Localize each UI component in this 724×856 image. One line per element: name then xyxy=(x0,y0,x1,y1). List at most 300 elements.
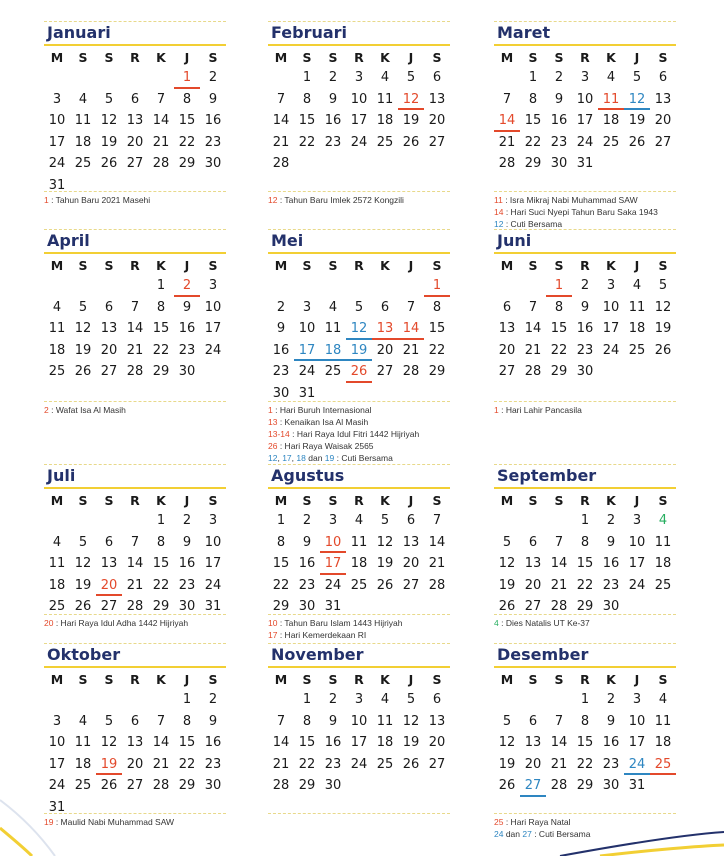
weekday-label: R xyxy=(354,257,364,273)
weekday-label: J xyxy=(408,492,414,508)
empty-cell xyxy=(200,361,226,383)
day-cell: 5 xyxy=(406,70,416,86)
day-cell: 18 xyxy=(376,113,394,129)
day-cell: 15 xyxy=(428,321,446,337)
day-cell: 25 xyxy=(48,599,66,615)
empty-cell xyxy=(494,275,520,297)
weekday-label: M xyxy=(274,49,288,65)
day-cell: 15 xyxy=(576,735,594,751)
note-date: 1 xyxy=(494,405,499,415)
day-cell: 4 xyxy=(606,70,616,86)
day-cell: 19 xyxy=(402,735,420,751)
week-row xyxy=(494,67,676,89)
holiday-note xyxy=(268,416,450,428)
day-cell: 19 xyxy=(74,577,92,593)
month-grid xyxy=(268,669,450,797)
day-cell: 25 xyxy=(324,364,342,380)
day-cell: 18 xyxy=(602,113,620,129)
day-cell: 14 xyxy=(428,534,446,550)
month-name: Agustus xyxy=(271,466,345,485)
week-row xyxy=(44,532,226,554)
day-cell: 11 xyxy=(48,556,66,572)
day-cell: 29 xyxy=(152,364,170,380)
day-cell: 27 xyxy=(126,778,144,794)
note-text: : Hari Raya Waisak 2565 xyxy=(277,441,374,451)
weekday-label: R xyxy=(580,492,590,508)
weekday-label: S xyxy=(528,257,538,273)
day-cell: 27 xyxy=(524,599,542,615)
month-header xyxy=(494,643,676,668)
day-cell: 25 xyxy=(48,364,66,380)
day-cell: 2 xyxy=(208,70,218,86)
day-cell: 12 xyxy=(346,318,372,340)
day-cell: 28 xyxy=(498,156,516,172)
day-cell: 12 xyxy=(376,534,394,550)
empty-cell xyxy=(546,689,572,711)
month-grid xyxy=(268,255,450,404)
day-cell: 14 xyxy=(524,321,542,337)
empty-cell xyxy=(96,275,122,297)
day-cell: 15 xyxy=(272,556,290,572)
weekday-label: R xyxy=(354,49,364,65)
month-header xyxy=(268,229,450,254)
weekday-label: R xyxy=(580,49,590,65)
day-cell: 20 xyxy=(100,342,118,358)
weekday-label: S xyxy=(78,257,88,273)
weekday-label: M xyxy=(274,257,288,273)
day-cell: 10 xyxy=(350,713,368,729)
note-text: : Hari Raya Natal xyxy=(503,817,571,827)
note-date: 13 xyxy=(268,417,278,427)
day-cell: 11 xyxy=(654,534,672,550)
day-cell: 3 xyxy=(52,713,62,729)
day-cell: 31 xyxy=(48,177,66,193)
empty-cell xyxy=(148,67,174,89)
day-cell: 16 xyxy=(324,113,342,129)
empty-cell xyxy=(294,153,320,175)
weekday-label: S xyxy=(328,257,338,273)
day-cell: 2 xyxy=(174,275,200,297)
day-cell: 19 xyxy=(100,134,118,150)
day-cell: 23 xyxy=(324,134,342,150)
day-cell: 18 xyxy=(48,342,66,358)
holiday-note xyxy=(44,194,226,206)
weekday-label: S xyxy=(104,671,114,687)
holiday-note xyxy=(268,629,450,641)
day-cell: 24 xyxy=(204,577,222,593)
note-date: , xyxy=(277,453,283,463)
holiday-note xyxy=(494,816,676,828)
empty-cell xyxy=(122,689,148,711)
day-cell: 6 xyxy=(104,534,114,550)
day-cell: 6 xyxy=(528,713,538,729)
weekday-label: S xyxy=(208,492,218,508)
day-cell: 11 xyxy=(654,713,672,729)
day-cell: 15 xyxy=(298,735,316,751)
note-date: 20 xyxy=(44,618,54,628)
note-date: 19 xyxy=(44,817,54,827)
week-row xyxy=(44,775,226,797)
day-cell: 3 xyxy=(606,278,616,294)
holiday-notes xyxy=(494,614,676,629)
empty-cell xyxy=(320,275,346,297)
day-cell: 15 xyxy=(298,113,316,129)
day-cell: 3 xyxy=(52,91,62,107)
day-cell: 22 xyxy=(576,577,594,593)
weekday-label: M xyxy=(50,257,64,273)
weekday-label: S xyxy=(208,257,218,273)
empty-cell xyxy=(494,67,520,89)
day-cell: 17 xyxy=(48,756,66,772)
weekday-label: K xyxy=(380,257,390,273)
day-cell: 6 xyxy=(658,70,668,86)
day-cell: 20 xyxy=(126,134,144,150)
weekday-label: R xyxy=(130,257,140,273)
day-cell: 10 xyxy=(204,534,222,550)
week-row xyxy=(268,553,450,575)
day-cell: 12 xyxy=(402,713,420,729)
day-cell: 29 xyxy=(524,156,542,172)
day-cell: 14 xyxy=(152,113,170,129)
day-cell: 16 xyxy=(204,113,222,129)
note-date: 25 xyxy=(494,817,504,827)
day-cell: 4 xyxy=(328,299,338,315)
day-cell: 26 xyxy=(100,156,118,172)
month-header xyxy=(44,643,226,668)
note-text: : Tahun Baru Islam 1443 Hijriyah xyxy=(277,618,403,628)
day-cell: 20 xyxy=(428,735,446,751)
note-date: 4 xyxy=(494,618,499,628)
week-row xyxy=(268,575,450,597)
note-text: : Dies Natalis UT Ke-37 xyxy=(498,618,590,628)
day-cell: 26 xyxy=(402,134,420,150)
day-cell: 9 xyxy=(208,91,218,107)
week-row xyxy=(44,732,226,754)
day-cell: 5 xyxy=(104,91,114,107)
day-cell: 7 xyxy=(554,713,564,729)
week-row xyxy=(494,532,676,554)
day-cell: 20 xyxy=(96,575,122,597)
day-cell: 22 xyxy=(428,342,446,358)
day-cell: 4 xyxy=(380,692,390,708)
day-cell: 13 xyxy=(100,321,118,337)
day-cell: 10 xyxy=(602,299,620,315)
day-cell: 23 xyxy=(602,577,620,593)
day-cell: 9 xyxy=(328,91,338,107)
day-cell: 15 xyxy=(152,321,170,337)
empty-cell xyxy=(268,67,294,89)
empty-cell xyxy=(398,275,424,297)
note-date: 19 xyxy=(324,453,335,463)
month-juni xyxy=(494,229,676,383)
weekday-label: K xyxy=(156,492,166,508)
day-cell: 10 xyxy=(48,113,66,129)
day-cell: 15 xyxy=(524,113,542,129)
weekday-label: J xyxy=(634,492,640,508)
weekday-label: S xyxy=(328,671,338,687)
month-header xyxy=(268,464,450,489)
day-cell: 7 xyxy=(156,713,166,729)
weekday-label: M xyxy=(50,49,64,65)
day-cell: 21 xyxy=(550,756,568,772)
weekday-label: S xyxy=(432,671,442,687)
day-cell: 23 xyxy=(178,342,196,358)
day-cell: 2 xyxy=(606,692,616,708)
day-cell: 28 xyxy=(152,778,170,794)
day-cell: 14 xyxy=(126,321,144,337)
weekday-label: K xyxy=(156,257,166,273)
day-cell: 14 xyxy=(272,735,290,751)
day-cell: 12 xyxy=(398,89,424,111)
weekday-label: M xyxy=(274,492,288,508)
day-cell: 21 xyxy=(428,556,446,572)
weekday-label: K xyxy=(380,671,390,687)
month-header xyxy=(44,21,226,46)
day-cell: 27 xyxy=(100,364,118,380)
week-row xyxy=(44,754,226,776)
weekday-label: J xyxy=(634,49,640,65)
day-cell: 9 xyxy=(302,534,312,550)
day-cell: 18 xyxy=(376,735,394,751)
day-cell: 1 xyxy=(302,692,312,708)
day-cell: 20 xyxy=(126,756,144,772)
month-januari xyxy=(44,21,226,196)
weekday-label: S xyxy=(528,671,538,687)
day-cell: 5 xyxy=(658,278,668,294)
day-cell: 14 xyxy=(550,556,568,572)
day-cell: 7 xyxy=(130,534,140,550)
day-cell: 22 xyxy=(272,577,290,593)
day-cell: 21 xyxy=(402,342,420,358)
day-cell: 21 xyxy=(272,134,290,150)
week-row xyxy=(44,711,226,733)
weekday-label: M xyxy=(50,671,64,687)
week-row xyxy=(494,340,676,362)
weekday-label: S xyxy=(302,49,312,65)
day-cell: 7 xyxy=(276,91,286,107)
day-cell: 12 xyxy=(498,556,516,572)
holiday-note xyxy=(268,440,450,452)
day-cell: 8 xyxy=(580,713,590,729)
day-cell: 4 xyxy=(658,513,668,529)
weekday-label: S xyxy=(104,492,114,508)
weekday-label: S xyxy=(104,49,114,65)
week-row xyxy=(268,775,450,797)
weekday-label: S xyxy=(328,49,338,65)
weekday-label: S xyxy=(658,492,668,508)
month-desember xyxy=(494,643,676,797)
day-cell: 24 xyxy=(602,342,620,358)
empty-cell xyxy=(96,689,122,711)
day-cell: 19 xyxy=(654,321,672,337)
day-cell: 13 xyxy=(372,318,398,340)
day-cell: 1 xyxy=(182,692,192,708)
day-cell: 9 xyxy=(208,713,218,729)
day-cell: 7 xyxy=(554,534,564,550)
day-cell: 1 xyxy=(424,275,450,297)
week-row xyxy=(44,575,226,597)
note-date: dan xyxy=(305,453,325,463)
day-cell: 17 xyxy=(576,113,594,129)
day-cell: 5 xyxy=(502,534,512,550)
day-cell: 14 xyxy=(550,735,568,751)
day-cell: 28 xyxy=(524,364,542,380)
day-cell: 4 xyxy=(354,513,364,529)
day-cell: 3 xyxy=(632,692,642,708)
day-cell: 22 xyxy=(550,342,568,358)
empty-cell xyxy=(44,510,70,532)
note-text: : Maulid Nabi Muhammad SAW xyxy=(53,817,175,827)
day-cell: 18 xyxy=(320,340,346,362)
day-cell: 3 xyxy=(354,70,364,86)
day-cell: 28 xyxy=(550,778,568,794)
month-name: Desember xyxy=(497,645,589,664)
day-cell: 25 xyxy=(602,134,620,150)
week-row xyxy=(494,132,676,154)
day-cell: 18 xyxy=(654,556,672,572)
day-cell: 15 xyxy=(550,321,568,337)
day-cell: 26 xyxy=(100,778,118,794)
day-cell: 27 xyxy=(100,599,118,615)
holiday-notes xyxy=(268,614,450,641)
empty-cell xyxy=(424,775,450,797)
day-cell: 13 xyxy=(524,556,542,572)
day-cell: 6 xyxy=(432,692,442,708)
day-cell: 17 xyxy=(320,553,346,575)
weekday-label: S xyxy=(554,257,564,273)
month-februari xyxy=(268,21,450,175)
month-grid xyxy=(494,490,676,618)
day-cell: 19 xyxy=(74,342,92,358)
day-cell: 19 xyxy=(96,754,122,776)
day-cell: 10 xyxy=(628,713,646,729)
month-header xyxy=(268,21,450,46)
day-cell: 24 xyxy=(628,577,646,593)
week-row xyxy=(494,361,676,383)
day-cell: 19 xyxy=(498,577,516,593)
week-row xyxy=(44,510,226,532)
day-cell: 3 xyxy=(208,513,218,529)
empty-cell xyxy=(494,510,520,532)
day-cell: 27 xyxy=(402,577,420,593)
day-cell: 17 xyxy=(204,556,222,572)
weekday-label: S xyxy=(554,671,564,687)
week-row xyxy=(268,110,450,132)
month-grid xyxy=(494,669,676,797)
day-cell: 1 xyxy=(302,70,312,86)
day-cell: 24 xyxy=(624,754,650,776)
day-cell: 28 xyxy=(152,156,170,172)
empty-cell xyxy=(372,775,398,797)
day-cell: 21 xyxy=(152,134,170,150)
day-cell: 28 xyxy=(126,599,144,615)
week-row xyxy=(268,67,450,89)
day-cell: 11 xyxy=(628,299,646,315)
day-cell: 23 xyxy=(204,756,222,772)
day-cell: 7 xyxy=(156,91,166,107)
day-cell: 10 xyxy=(204,299,222,315)
weekday-label: S xyxy=(78,671,88,687)
day-cell: 1 xyxy=(528,70,538,86)
day-cell: 26 xyxy=(346,361,372,383)
day-cell: 21 xyxy=(524,342,542,358)
day-cell: 2 xyxy=(328,70,338,86)
day-cell: 4 xyxy=(52,534,62,550)
day-cell: 26 xyxy=(74,364,92,380)
weekday-label: M xyxy=(500,671,514,687)
week-row xyxy=(268,297,450,319)
day-cell: 24 xyxy=(324,577,342,593)
note-date: 13-14 xyxy=(268,429,290,439)
empty-cell xyxy=(650,153,676,175)
holiday-note xyxy=(494,617,676,629)
holiday-note xyxy=(268,428,450,440)
week-row xyxy=(44,275,226,297)
weekday-label: R xyxy=(130,49,140,65)
day-cell: 6 xyxy=(130,91,140,107)
holiday-notes xyxy=(494,401,676,416)
day-cell: 5 xyxy=(104,713,114,729)
day-cell: 20 xyxy=(498,342,516,358)
week-row xyxy=(268,318,450,340)
month-grid xyxy=(44,47,226,196)
note-text: : Tahun Baru Imlek 2572 Kongzili xyxy=(277,195,404,205)
weekday-label: J xyxy=(634,671,640,687)
day-cell: 29 xyxy=(550,364,568,380)
week-row xyxy=(494,110,676,132)
day-cell: 17 xyxy=(628,556,646,572)
week-row xyxy=(268,89,450,111)
day-cell: 29 xyxy=(576,599,594,615)
empty-cell xyxy=(372,153,398,175)
day-cell: 20 xyxy=(654,113,672,129)
day-cell: 23 xyxy=(272,364,290,380)
day-cell: 11 xyxy=(324,321,342,337)
day-cell: 5 xyxy=(406,692,416,708)
holiday-notes xyxy=(268,401,450,464)
day-cell: 8 xyxy=(276,534,286,550)
day-cell: 2 xyxy=(606,513,616,529)
empty-cell xyxy=(96,67,122,89)
day-cell: 27 xyxy=(520,775,546,797)
week-row xyxy=(494,553,676,575)
week-row xyxy=(268,361,450,383)
month-header xyxy=(494,229,676,254)
empty-cell xyxy=(520,689,546,711)
day-cell: 16 xyxy=(324,735,342,751)
day-cell: 27 xyxy=(376,364,394,380)
weekday-label: S xyxy=(302,492,312,508)
weekday-label: K xyxy=(380,49,390,65)
day-cell: 25 xyxy=(654,577,672,593)
day-cell: 10 xyxy=(48,735,66,751)
day-cell: 16 xyxy=(272,342,290,358)
day-cell: 17 xyxy=(204,321,222,337)
day-cell: 28 xyxy=(550,599,568,615)
weekday-label: S xyxy=(432,492,442,508)
empty-cell xyxy=(650,361,676,383)
holiday-note xyxy=(494,206,676,218)
day-cell: 6 xyxy=(528,534,538,550)
month-maret xyxy=(494,21,676,175)
week-row xyxy=(268,532,450,554)
day-cell: 29 xyxy=(576,778,594,794)
day-cell: 6 xyxy=(130,713,140,729)
day-cell: 30 xyxy=(602,599,620,615)
day-cell: 11 xyxy=(376,91,394,107)
week-row xyxy=(268,153,450,175)
weekday-label: S xyxy=(528,492,538,508)
